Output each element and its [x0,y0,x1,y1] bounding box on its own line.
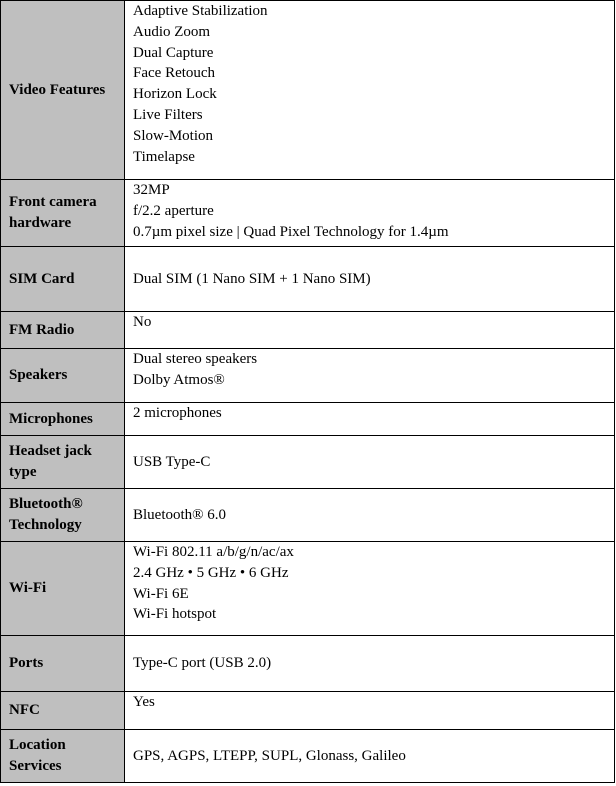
value-line: Face Retouch [133,65,216,82]
row-label: Front camera hardware [1,180,125,247]
row-value [125,692,615,730]
table-row [1,489,615,542]
value-line: Dual SIM (1 Nano SIM + 1 Nano SIM) [133,270,371,287]
value-line: GPS, AGPS, LTEPP, SUPL, Glonass, Galileo [133,747,406,764]
table-row [1,542,615,636]
table-row [1,247,615,312]
row-label: Headset jack type [1,436,125,489]
value-line: 2.4 GHz • 5 GHz • 6 GHz [133,564,289,581]
row-value [125,312,615,349]
value-line: f/2.2 aperture [133,202,214,219]
table-row [1,349,615,403]
table-row [1,636,615,692]
row-label: Speakers [1,349,125,403]
table-row [1,312,615,349]
row-label: Video Features [1,1,125,180]
row-value [125,247,615,312]
value-line: USB Type-C [133,453,211,470]
value-line: Yes [133,694,155,710]
table-row [1,436,615,489]
value-line: Audio Zoom [133,23,211,40]
row-value [125,349,615,403]
row-value [125,403,615,436]
row-label: FM Radio [1,312,125,349]
table-row [1,692,615,730]
row-value [125,730,615,783]
table-row [1,180,615,247]
value-line: Horizon Lock [133,86,217,103]
value-line: Wi-Fi hotspot [133,606,217,623]
value-line: Live Filters [133,106,203,123]
table-row [1,403,615,436]
row-label: Bluetooth® Technology [1,489,125,542]
value-line: Wi-Fi 802.11 a/b/g/n/ac/ax [133,544,294,560]
row-label: SIM Card [1,247,125,312]
row-value [125,489,615,542]
row-value [125,636,615,692]
row-value [125,542,615,636]
table-row [1,730,615,783]
value-line: Timelapse [133,148,195,165]
row-label: Ports [1,636,125,692]
value-line: Wi-Fi 6E [133,585,189,602]
row-label: Microphones [1,403,125,436]
value-line: Type-C port (USB 2.0) [133,655,272,672]
row-value [125,1,615,180]
row-label: NFC [1,692,125,730]
value-line: Adaptive Stabilization [133,3,268,19]
value-line: Dolby Atmos® [133,371,225,388]
row-label: Location Services [1,730,125,783]
value-line: 32MP [133,182,170,198]
row-value [125,436,615,489]
value-line: Dual stereo speakers [133,351,258,367]
value-line: Dual Capture [133,44,214,61]
table-row [1,1,615,180]
value-line: 2 microphones [133,405,222,421]
value-line: No [133,314,152,330]
row-label: Wi-Fi [1,542,125,636]
value-line: Slow-Motion [133,127,214,144]
value-line: Bluetooth® 6.0 [133,506,227,523]
value-line: 0.7µm pixel size | Quad Pixel Technology for 1.4µm [133,223,449,240]
row-value [125,180,615,247]
